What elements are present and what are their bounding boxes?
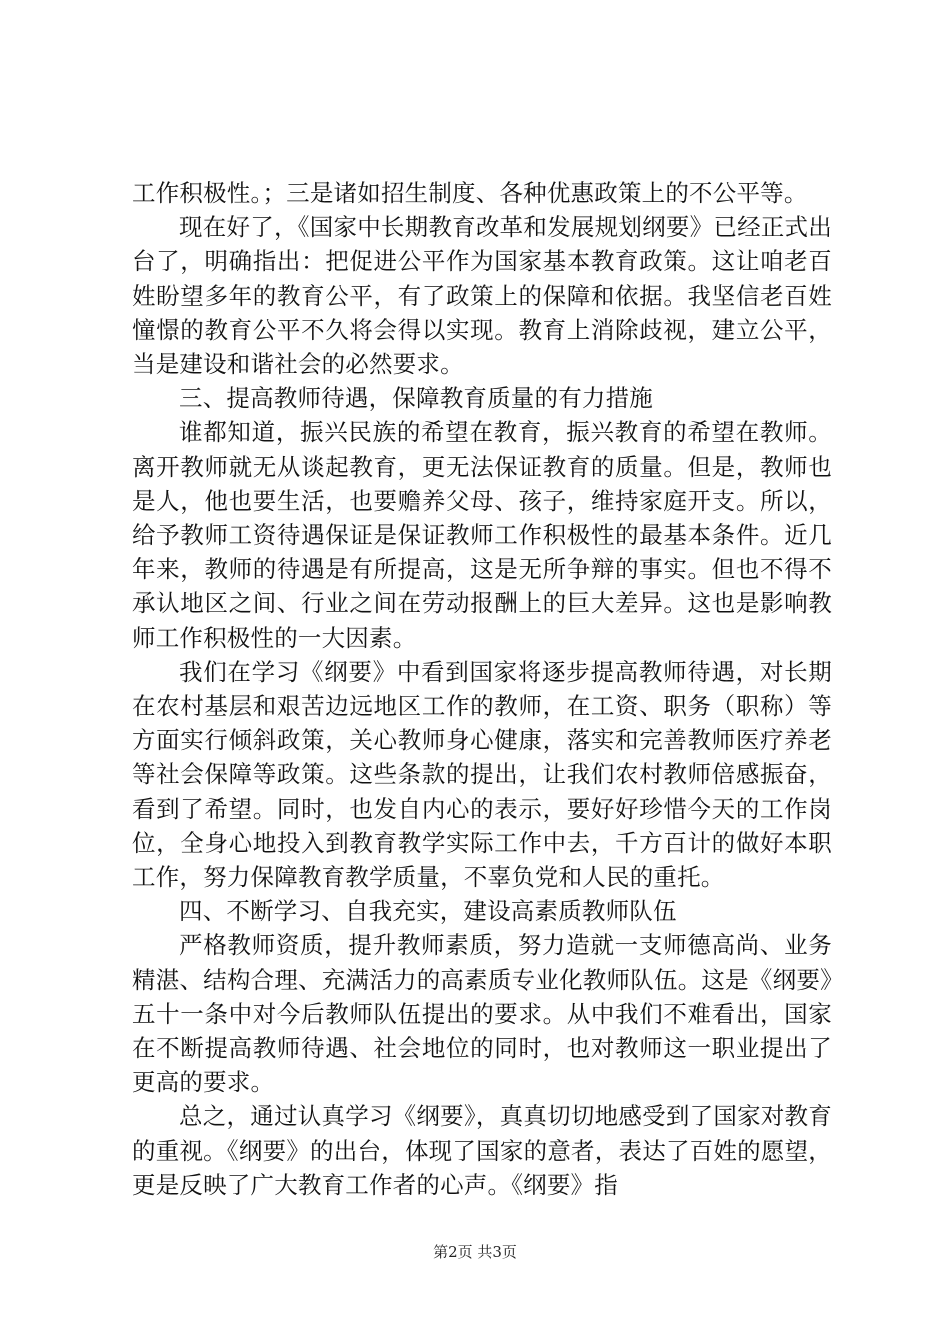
paragraph-education-equity: 现在好了，《国家中长期教育改革和发展规划纲要》已经正式出台了，明确指出：把促进公平作为国家基本教育政策。这让咱老百姓盼望多年的教育公平，有了政策上的保障和依据。我坚信老百姓憧憬的教育公平不久将会得以实现。教育上消除歧视，建立公平，当是建设和谐社会的必然要求。 [132, 213, 832, 379]
page-footer: 第2页 共3页 [433, 1243, 517, 1261]
paragraph-rural-teachers: 我们在学习《纲要》中看到国家将逐步提高教师待遇，对长期在农村基层和艰苦边远地区工作的教师，在工资、职务（职称）等方面实行倾斜政策，关心教师身心健康，落实和完善教师医疗养老等社会保障等政策。这些条款的提出，让我们农村教师倍感振奋，看到了希望。同时，也发自内心的表示，要好好珍惜今天的工作岗位，全身心地投入到教育教学实际工作中去，千方百计的做好本职工作，努力保障教育教学质量，不辜负党和人民的重托。 [132, 657, 832, 892]
paragraph-teacher-importance: 谁都知道，振兴民族的希望在教育，振兴教育的希望在教师。离开教师就无从谈起教育，更无法保证教育的质量。但是，教师也是人，他也要生活，也要赡养父母、孩子，维持家庭开支。所以，给予教师工资待遇保证是保证教师工作积极性的最基本条件。近几年来，教师的待遇是有所提高，这是无所争辩的事实。但也不得不承认地区之间、行业之间在劳动报酬上的巨大差异。这也是影响教师工作积极性的一大因素。 [132, 418, 832, 652]
paragraph-conclusion: 总之，通过认真学习《纲要》，真真切切地感受到了国家对教育的重视。《纲要》的出台，体现了国家的意者，表达了百姓的愿望，更是反映了广大教育工作者的心声。《纲要》指 [132, 1102, 832, 1199]
section-heading-teacher-pay: 三、提高教师待遇，保障教育质量的有力措施 [179, 384, 653, 413]
document-body [132, 176, 832, 1202]
paragraph-continuation: 工作积极性。；三是诸如招生制度、各种优惠政策上的不公平等。 [132, 179, 808, 207]
section-heading-continuous-learning: 四、不断学习、自我充实，建设高素质教师队伍 [179, 897, 677, 926]
paragraph-teacher-quality: 严格教师资质，提升教师素质，努力造就一支师德高尚、业务精湛、结构合理、充满活力的高素质专业化教师队伍。这是《纲要》五十一条中对今后教师队伍提出的要求。从中我们不难看出，国家在不断提高教师待遇、社会地位的同时，也对教师这一职业提出了更高的要求。 [132, 931, 832, 1097]
